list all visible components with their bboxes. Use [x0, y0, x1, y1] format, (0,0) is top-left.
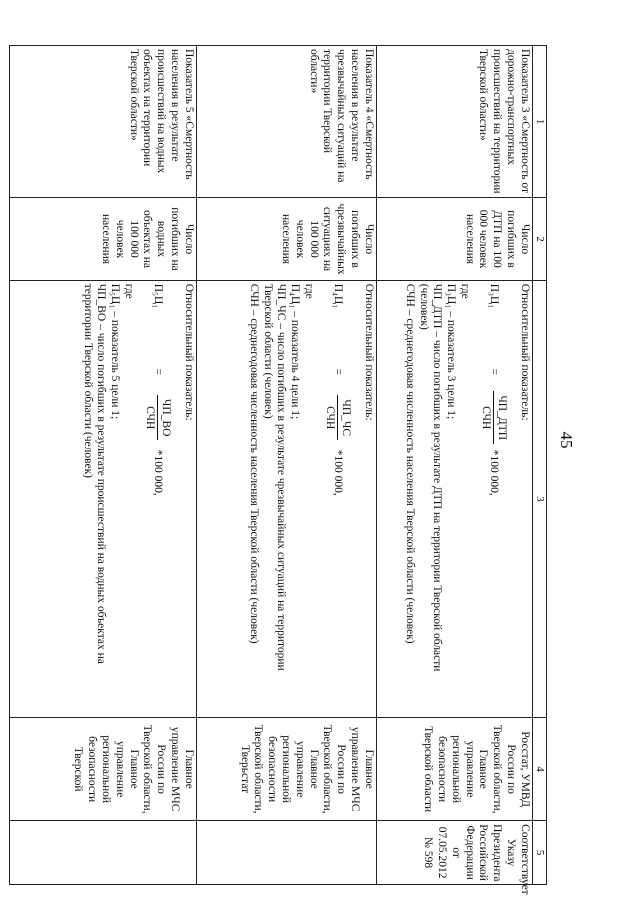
formula-multiplier: *100 000,	[331, 449, 344, 496]
explanation-line: ЧП_ДТП – число погибших в результате ДТП на территории Тверской области (человек)	[417, 283, 444, 672]
conformity-cell	[9, 821, 196, 885]
explanation-line: П₄Ц₁ – показатель 4 цели 1;	[289, 283, 302, 420]
column-number-4: 4	[532, 718, 546, 821]
table-row	[376, 46, 532, 885]
formula	[475, 284, 511, 715]
indicator-cell: Показатель 3 «Смертность от дорожно-транспортных происшествий на территории Тверской области»	[376, 46, 532, 198]
column-number-5: 5	[532, 821, 546, 885]
column-number-3: 3	[532, 280, 546, 718]
explanation-line: П₃Ц₁ – показатель 3 цели 1;	[445, 283, 458, 420]
indicator-table-rotated	[7, 45, 547, 895]
column-number-1: 1	[532, 46, 546, 198]
indicator-name-cell: Число погибших в чрезвычайных ситуациях на 100 000 человек населения	[196, 198, 376, 280]
where-label: где	[303, 283, 316, 299]
method-intro: Относительный показатель:	[182, 283, 195, 421]
formula-lhs: П₃Ц₁	[487, 283, 500, 309]
formula-multiplier: *100 000,	[151, 449, 164, 496]
formula-denominator: СЧН	[323, 406, 336, 430]
page-number: 45	[557, 431, 576, 449]
formula	[319, 284, 355, 715]
where-label: где	[459, 283, 472, 299]
explanation-line: П₅Ц₁ – показатель 5 цели 1;	[109, 283, 122, 420]
table-row	[196, 46, 376, 885]
formula-fraction	[142, 390, 173, 446]
formula-multiplier: *100 000,	[487, 449, 500, 496]
conformity-cell: Соответствует Указу Президента Российской Федерации от 07.05.2012 № 598	[376, 821, 532, 885]
formula-fraction	[478, 390, 509, 446]
conformity-cell	[196, 821, 376, 885]
formula-numerator: ЧП_ВО	[157, 395, 173, 441]
equals-sign: =	[487, 368, 500, 375]
indicator-cell: Показатель 4 «Смертность населения в результате чрезвычайных ситуаций на территории Тверской области»	[196, 46, 376, 198]
formula	[139, 284, 175, 715]
explanation-line: ЧП_ВО – число погибших в результате происшествий на водных объектах на территории Тверской области (человек)	[81, 283, 108, 664]
data-source-cell: Главное управление МЧС России по Тверской области, Главное управление региональной безопасности Тверской	[9, 718, 196, 821]
indicator-name-cell: Число погибших на водных объектах на 100 000 человек населения	[9, 198, 196, 280]
method-intro: Относительный показатель:	[518, 283, 531, 421]
formula-numerator: ЧП_ДТП	[493, 391, 509, 444]
data-source-cell: Росстат, УМВД России по Тверской области, Главное управление региональной безопасности Тверской области	[376, 718, 532, 821]
indicator-name-cell: Число погибших в ДТП на 100 000 человек населения	[376, 198, 532, 280]
indicator-table	[9, 45, 547, 895]
formula-lhs: П₄Ц₁	[331, 283, 344, 309]
equals-sign: =	[331, 368, 344, 375]
equals-sign: =	[151, 368, 164, 375]
column-number-2: 2	[532, 198, 546, 280]
formula-numerator: ЧП_ЧС	[337, 395, 353, 440]
where-label: где	[123, 283, 136, 299]
data-source-cell: Главное управление МЧС России по Тверской области, Главное управление региональной безопасности Тверской области, Тверьстат	[196, 718, 376, 821]
table-header-row	[532, 46, 546, 885]
calculation-method-cell	[9, 280, 196, 718]
calculation-method-cell	[196, 280, 376, 718]
explanation-line: СЧН – среднегодовая численность населения Тверской области (человек)	[403, 283, 416, 644]
formula-denominator: СЧН	[479, 406, 492, 430]
formula-fraction	[322, 390, 353, 446]
formula-lhs: П₅Ц₁	[151, 283, 164, 309]
calculation-method-cell	[376, 280, 532, 718]
explanation-line: ЧП_ЧС – число погибших в результате чрезвычайных ситуаций на территории Тверской области (человек)	[261, 283, 288, 671]
indicator-cell: Показатель 5 «Смертность населения в результате происшествий на водных объектах на территории Тверской области»	[9, 46, 196, 198]
explanation-line: СЧН – среднегодовая численность населения Тверской области (человек)	[247, 283, 260, 644]
method-intro: Относительный показатель:	[362, 283, 375, 421]
table-row	[9, 46, 196, 885]
formula-denominator: СЧН	[143, 406, 156, 430]
